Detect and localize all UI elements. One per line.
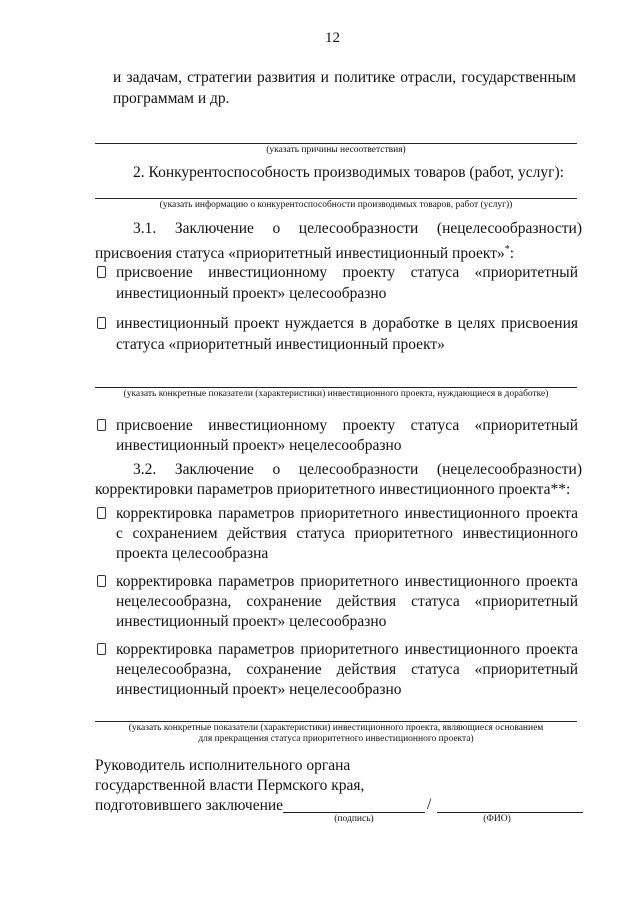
footnote-mark: * — [504, 244, 510, 255]
signature-line-2: государственной власти Пермского края, — [95, 777, 365, 794]
signature-line-1: Руководитель исполнительного органа — [95, 757, 351, 774]
signature-line-3: подготовившего заключение — [95, 797, 284, 814]
name-fill-line[interactable] — [437, 812, 583, 813]
termination-fill-line[interactable] — [95, 721, 577, 722]
checkbox-3-1-option-2[interactable] — [97, 317, 106, 329]
refinement-hint: (указать конкретные показатели (характеристики) инвестиционного проекта, нуждающиеся в доработке) — [123, 389, 549, 399]
option-3-2-2-line-1: корректировка параметров приоритетного инвестиционного проекта — [116, 573, 578, 590]
option-3-1-2-line-1: инвестиционный проект нуждается в доработке в целях присвоения — [116, 315, 578, 332]
page-number: 12 — [325, 30, 340, 46]
option-3-1-2-line-2: статуса «приоритетный инвестиционный проект» — [116, 336, 445, 353]
section-3-2-line-1: 3.2. Заключение о целесообразности (нецелесообразности) — [133, 461, 582, 478]
reasons-hint: (указать причины несоответствия) — [266, 145, 406, 155]
section-3-1-line-1: 3.1. Заключение о целесообразности (нецелесообразности) — [133, 220, 582, 237]
section-3-1-line-2: присвоения статуса «приоритетный инвестиционный проект»*: — [95, 244, 515, 263]
signature-fill-line[interactable] — [283, 812, 425, 813]
checkbox-3-2-option-3[interactable] — [97, 643, 106, 655]
option-3-1-3-line-1: присвоение инвестиционному проекту статуса «приоритетный — [116, 417, 578, 434]
competitiveness-fill-line[interactable] — [95, 198, 577, 199]
option-3-2-3-line-1: корректировка параметров приоритетного инвестиционного проекта — [116, 641, 578, 658]
option-3-2-1-line-2: с сохранением действия статуса приоритетного инвестиционного — [116, 525, 578, 542]
termination-hint-line-1: (указать конкретные показатели (характеристики) инвестиционного проекта, являющиеся основанием — [128, 723, 544, 733]
section-2-heading: 2. Конкурентоспособность производимых товаров (работ, услуг): — [133, 164, 564, 181]
option-3-2-2-line-3: инвестиционный проект» целесообразно — [116, 613, 387, 630]
checkbox-3-2-option-2[interactable] — [97, 575, 106, 587]
checkbox-3-2-option-1[interactable] — [97, 507, 106, 519]
competitiveness-hint: (указать информацию о конкурентоспособности производимых товаров, работ (услуг)) — [159, 200, 513, 210]
signature-slash: / — [427, 796, 432, 813]
option-3-2-3-line-3: инвестиционный проект» нецелесообразно — [116, 681, 402, 698]
termination-hint-line-2: для прекращения статуса приоритетного инвестиционного проекта) — [198, 734, 474, 744]
option-3-2-3-line-2: нецелесообразна, сохранение действия статуса «приоритетный — [116, 661, 578, 678]
option-3-2-2-line-2: нецелесообразна, сохранение действия статуса «приоритетный — [116, 593, 578, 610]
option-3-1-3-line-2: инвестиционный проект» нецелесообразно — [116, 437, 402, 454]
option-3-1-1-line-1: присвоение инвестиционному проекту статуса «приоритетный — [116, 264, 578, 281]
checkbox-3-1-option-1[interactable] — [97, 266, 106, 278]
intro-line-1: и задачам, стратегии развития и политике отрасли, государственным — [113, 69, 576, 86]
signature-label: (подпись) — [334, 814, 374, 824]
refinement-fill-line[interactable] — [95, 387, 577, 388]
option-3-2-1-line-1: корректировка параметров приоритетного инвестиционного проекта — [116, 505, 578, 522]
option-3-1-1-line-2: инвестиционный проект» целесообразно — [116, 285, 387, 302]
reasons-fill-line[interactable] — [95, 143, 577, 144]
name-label: (ФИО) — [483, 814, 511, 824]
checkbox-3-1-option-3[interactable] — [97, 419, 106, 431]
option-3-2-1-line-3: проекта целесообразна — [116, 545, 269, 562]
section-3-2-line-2: корректировки параметров приоритетного инвестиционного проекта**: — [95, 481, 571, 498]
intro-line-2: программам и др. — [113, 90, 230, 107]
